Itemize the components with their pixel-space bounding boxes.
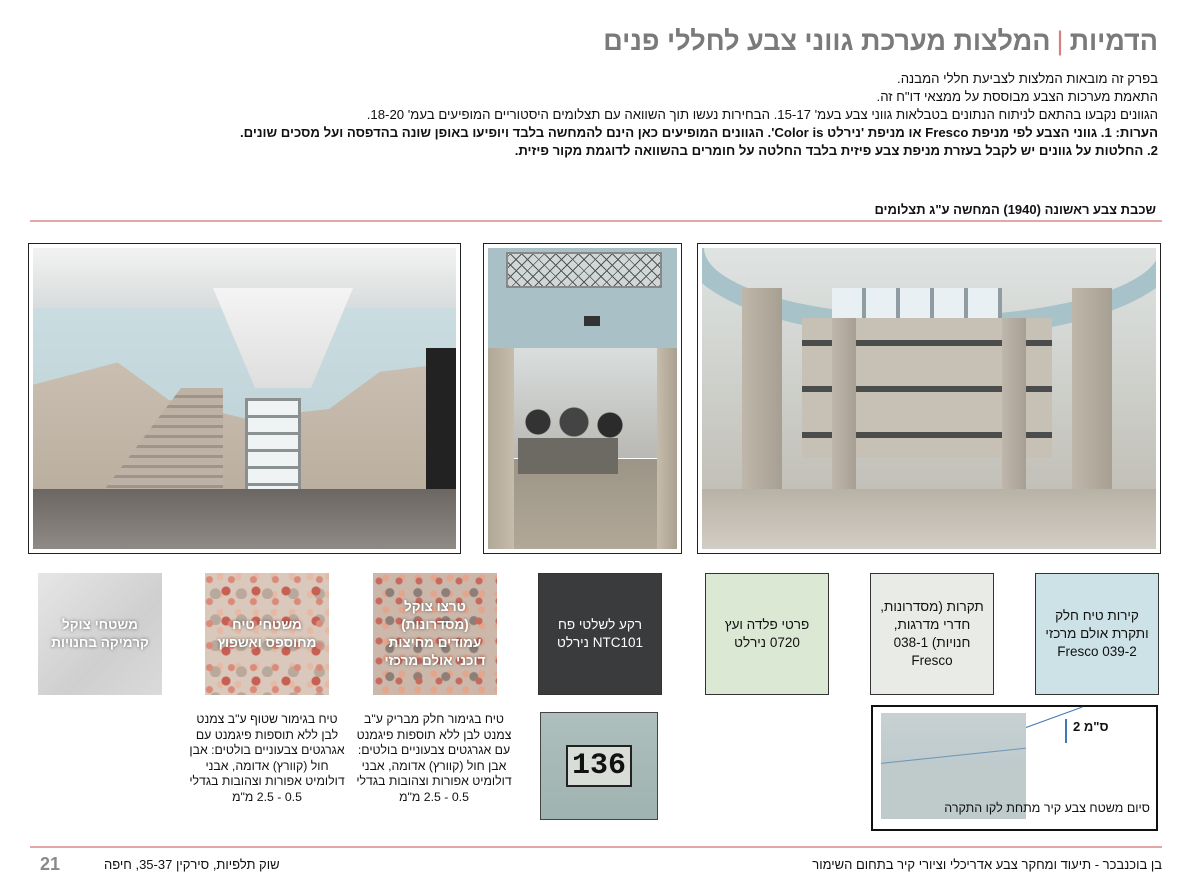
intro-note-2: 2. החלטות על גוונים יש לקבל בעזרת מניפת צבע פיזית בלבד החלטה על חומרים בהשוואה לדוגמת מקור פיזית. — [514, 143, 1158, 158]
footer-address: שוק תלפיות, סירקין 35-37, חיפה — [104, 857, 280, 872]
photo-market-stall — [483, 243, 682, 554]
swatch-walls-ceiling: קירות טיח חלק ותקרת אולם מרכזי 039-2 Fresco — [1035, 573, 1159, 695]
intro-line: בפרק זה מובאות המלצות לצביעת חללי המבנה. — [897, 71, 1158, 86]
section-heading: שכבת צבע ראשונה (1940) המחשה ע"ג תצלומים — [874, 202, 1156, 217]
terrazzo-description: טיח בגימור חלק מבריק ע"ב צמנט לבן ללא תוספות פיגמנט עם אגרגטים צבעוניים בולטים: אבן חול (קוורץ) אדומה, אבני דולומיט אפורות וצהובות בגדלי 0.5 - 2.5 מ"מ — [356, 712, 512, 804]
sign-number-photo — [540, 712, 658, 820]
title-separator: | — [1056, 26, 1064, 56]
page-title — [603, 26, 1158, 57]
title-main: המלצות מערכת גווני צבע לחללי פנים — [603, 26, 1051, 56]
detail-caption: סיום משטח צבע קיר מתחת לקו התקרה — [944, 801, 1150, 815]
dimension-arrow — [1065, 719, 1067, 743]
dimension-label: 2 ס"מ — [1073, 719, 1109, 734]
page-number: 21 — [40, 854, 61, 874]
paint-edge-detail — [871, 705, 1158, 831]
intro-line: התאמת מערכות הצבע מבוססת על ממצאי דו"ח זה. — [876, 89, 1158, 104]
photo-staircase — [28, 243, 461, 554]
footer-divider — [30, 846, 1162, 848]
swatch-ceramic-plinth: משטחי צוקל קרמיקה בחנויות — [38, 573, 162, 695]
sign-number: 136 — [566, 745, 632, 787]
photo-central-hall — [697, 243, 1161, 554]
section-divider — [30, 220, 1162, 222]
intro-note-1: הערות: 1. גווני הצבע לפי מניפת Fresco או מניפת 'נירלט Color is'. הגוונים המופיעים כאן הינם להמחשה בלבד ויופיעו באופן שונה בהדפסה ועל מסכים שונים. — [239, 125, 1158, 140]
swatch-ceilings: תקרות (מסדרונות, חדרי מדרגות, חנויות) 038-1 Fresco — [870, 573, 994, 695]
swatch-terrazzo: טרצו צוקל (מסדרונות) עמודים מחיצות דוכני אולם מרכזי — [373, 573, 497, 695]
swatch-rough-plaster: משטחי טיח מחוספס ואשפוץ — [205, 573, 329, 695]
swatch-sign-background: רקע לשלטי פח NTC101 נירלט — [538, 573, 662, 695]
rough-plaster-description: טיח בגימור שטוף ע"ב צמנט לבן ללא תוספות פיגמנט עם אגרגטים צבעוניים בולטים: אבן חול (קוורץ) אדומה, אבני דולומיט אפורות וצהובות בגדלי 0.5 - 2.5 מ"מ — [189, 712, 345, 804]
intro-line: הגוונים נקבעו בהתאם לניתוח הנתונים בטבלאות גווני צבע בעמ' 15-17. הבחירות נעשו תוך השוואה עם תצלומים היסטוריים המופיעים בעמ' 18-20. — [366, 107, 1158, 122]
swatch-steel-wood: פרטי פלדה ועץ 0720 נירלט — [705, 573, 829, 695]
footer-credit: בן בוכנבכר - תיעוד ומחקר צבע אדריכלי וציורי קיר בתחום השימור — [812, 857, 1162, 872]
intro-text — [158, 70, 1158, 160]
title-prefix: הדמיות — [1069, 26, 1158, 56]
